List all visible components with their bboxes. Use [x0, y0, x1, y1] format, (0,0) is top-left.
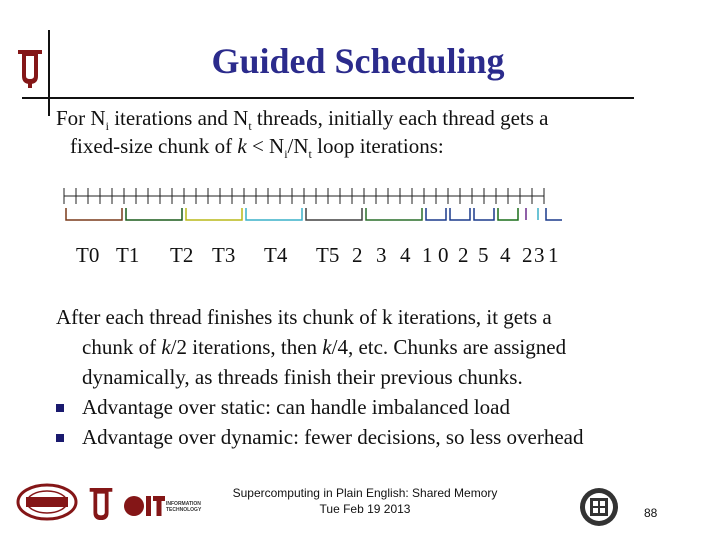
thread-label: T0	[76, 243, 100, 267]
thread-label: T5	[316, 243, 340, 267]
footer-text	[200, 485, 530, 517]
thread-label: 5	[478, 243, 489, 267]
chunk-diagram	[62, 186, 562, 226]
ou-logo-icon	[12, 46, 48, 88]
chunk-bracket	[498, 208, 518, 220]
ou-footer-logo	[84, 484, 118, 524]
thread-label: 4	[400, 243, 411, 267]
chunk-bracket	[546, 208, 562, 220]
square-bullet-icon	[56, 434, 64, 442]
intro-text: For $N_i$ iterations and $N_t$ threads, initially each thread gets a fixed-size chunk of $k < N_i/N_t$ loop iterations:	[56, 106, 549, 162]
chunk-bracket	[246, 208, 302, 220]
thread-label: 1	[422, 243, 433, 267]
footer-date: Tue Feb 19 2013	[319, 502, 411, 516]
title-horizontal-rule	[22, 97, 634, 99]
footer-course: Supercomputing in Plain English: Shared Memory	[232, 486, 498, 500]
chunk-bracket	[426, 208, 446, 220]
chunk-bracket	[186, 208, 242, 220]
thread-label: T1	[116, 243, 140, 267]
thread-label: T2	[170, 243, 194, 267]
chunk-bracket	[66, 208, 122, 220]
thread-label: T3	[212, 243, 236, 267]
oscer-logo	[16, 482, 78, 522]
chunk-bracket	[474, 208, 494, 220]
chunk-bracket	[450, 208, 470, 220]
seal-logo-icon	[578, 486, 620, 528]
body-paragraph-line1: After each thread finishes its chunk of k iterations, it gets a	[56, 305, 552, 329]
ou-it-logo: INFORMATION TECHNOLOGY	[122, 488, 202, 526]
thread-label: 2	[352, 243, 363, 267]
thread-label: 2	[458, 243, 469, 267]
thread-label: 1	[548, 243, 559, 267]
bullet-item: Advantage over static: can handle imbalanced load	[56, 392, 706, 422]
thread-label: 4	[500, 243, 511, 267]
thread-label: T4	[264, 243, 288, 267]
page-number: 88	[644, 506, 658, 520]
thread-label: 3	[376, 243, 387, 267]
thread-label: 2	[522, 243, 533, 267]
body-paragraph-rest: chunk of k/2 iterations, then k/4, etc. Chunks are assigned dynamically, as threads finish their previous chunks.	[82, 335, 567, 389]
chunk-bracket	[306, 208, 362, 220]
thread-label: 3	[534, 243, 545, 267]
body-text	[56, 302, 706, 452]
slide-title: Guided Scheduling	[211, 41, 505, 81]
chunk-bracket	[366, 208, 422, 220]
chunk-bracket	[126, 208, 182, 220]
bullet-item: Advantage over dynamic: fewer decisions, so less overhead	[56, 422, 706, 452]
thread-label: 0	[438, 243, 449, 267]
title-vertical-rule	[48, 30, 50, 116]
square-bullet-icon	[56, 404, 64, 412]
